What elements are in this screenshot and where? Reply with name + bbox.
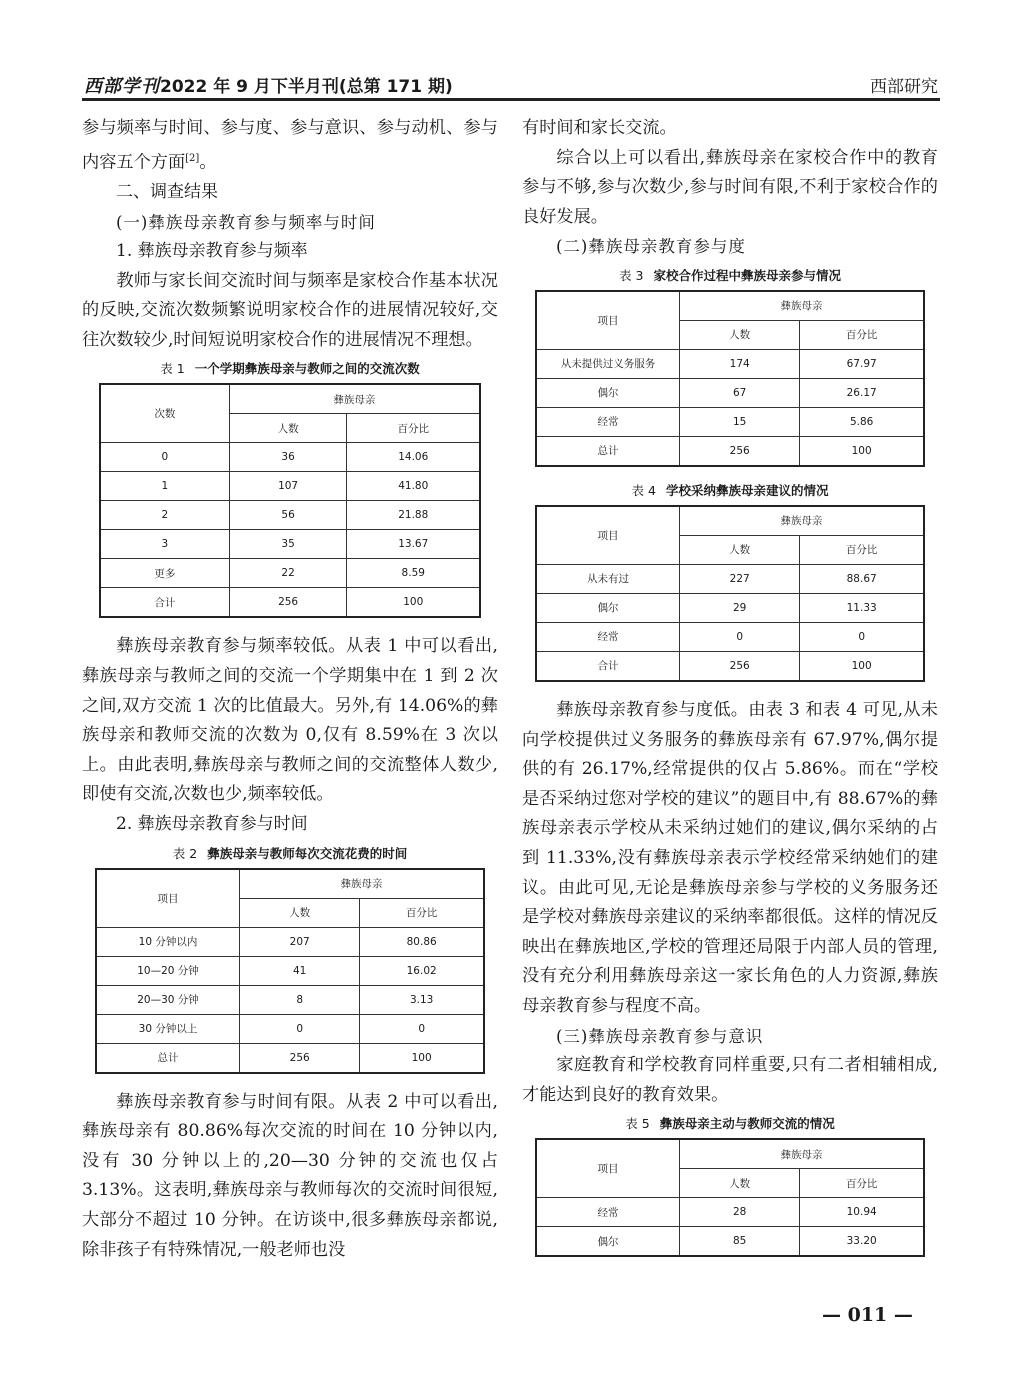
table-cell: 100 <box>800 651 924 681</box>
table-caption: 表 4 学校采纳彝族母亲建议的情况 <box>631 482 829 498</box>
table-row <box>100 501 480 530</box>
table-cell: 16.02 <box>360 956 484 985</box>
page-number: — 011 — <box>822 1304 913 1326</box>
table-cell: 100 <box>347 588 480 618</box>
table-cell: 10—20 分钟 <box>96 956 240 985</box>
table-cell: 28 <box>680 1198 800 1227</box>
issue-info: 2022 年 9 月下半月刊(总第 171 期) <box>160 77 453 97</box>
table-cell: 20—30 分钟 <box>96 985 240 1014</box>
table-cell: 13.67 <box>347 530 480 559</box>
table-cell: 88.67 <box>800 564 924 593</box>
table-cell: 0 <box>100 443 229 472</box>
paragraph: 家庭教育和学校教育同样重要,只有二者相辅相成,才能达到良好的教育效果。 <box>522 1055 938 1105</box>
table-cell: 256 <box>229 588 347 618</box>
table-caption: 表 5 彝族母亲主动与教师交流的情况 <box>625 1116 835 1132</box>
table-cell: 22 <box>229 559 347 588</box>
table-cell: 0 <box>800 622 924 651</box>
table-cell: 67 <box>680 378 800 407</box>
table-cell: 经常 <box>536 1198 680 1227</box>
table-row <box>100 472 480 501</box>
subsection-heading: (三)彝族母亲教育参与意识 <box>556 1026 764 1046</box>
table-cell: 总计 <box>536 436 680 466</box>
table-row <box>536 436 924 466</box>
table-cell: 3 <box>100 530 229 559</box>
table-cell: 0 <box>240 1014 360 1043</box>
table-cell: 8.59 <box>347 559 480 588</box>
table-row <box>100 530 480 559</box>
paragraph: 参与频率与时间、参与度、参与意识、参与动机、参与内容五个方面[2]。 <box>82 118 498 173</box>
table-cell: 207 <box>240 927 360 956</box>
table-cell: 10 分钟以内 <box>96 927 240 956</box>
table-cell: 合计 <box>536 651 680 681</box>
table-caption: 表 3 家校合作过程中彝族母亲参与情况 <box>619 267 841 283</box>
table-cell: 2 <box>100 501 229 530</box>
table-cell: 30 分钟以上 <box>96 1014 240 1043</box>
table-cell: 8 <box>240 985 360 1014</box>
paragraph: 彝族母亲教育参与度低。由表 3 和表 4 可见,从未向学校提供过义务服务的彝族母亲有 67.97%,偶尔提供的有 26.17%,经常提供的仅占 5.86%。而在“学校是否采纳过您对学校的建议”的题目中,有 88.67%的彝族母亲表示学校从未采纳过她们的建议,偶尔采纳的占到 11.33%,没有彝族母亲表示学校经常采纳她们的建议。由此可见,无论是彝族母亲参与学校的义务服务还是学校对彝族母亲建议的采纳率都很低。这样的情况反映出在彝族地区,学校的管理还局限于内部人员的管理,没有充分利用彝族母亲这一家长角色的人力资源,彝族母亲教育参与程度不高。 <box>522 699 938 1016</box>
paragraph: 彝族母亲教育参与时间有限。从表 2 中可以看出,彝族母亲有 80.86%每次交流的时间在 10 分钟以内,没有 30 分钟以上的,20—30 分钟的交流也仅占 3.13%。这表明,彝族母亲与教师每次的交流时间很短,大部分不超过 10 分钟。在访谈中,很多彝族母亲都说,除非孩子有特殊情况,一般老师也没 <box>82 1091 498 1260</box>
table-cell: 21.88 <box>347 501 480 530</box>
data-table: 项目 彝族母亲 人数 百分比 10 分钟以内 207 80.86 10—20 分钟 41 16.02 20—30 分钟 8 3.13 30 分钟以上 0 0 总计 256 100 <box>95 868 485 1074</box>
table-row <box>536 651 924 681</box>
paragraph: 综合以上可以看出,彝族母亲在家校合作中的教育参与不够,参与次数少,参与时间有限,不利于家校合作的良好发展。 <box>522 147 938 227</box>
table-cell: 41.80 <box>347 472 480 501</box>
data-table: 项目 彝族母亲 人数 百分比 经常 28 10.94 偶尔 85 33.20 <box>535 1138 925 1257</box>
journal-logo: 西部学刊 <box>84 76 160 97</box>
table-cell: 从未提供过义务服务 <box>536 349 680 378</box>
table-row <box>100 443 480 472</box>
table-row <box>536 407 924 436</box>
table-row <box>536 593 924 622</box>
table-row <box>96 956 484 985</box>
subsubsection-heading: 2. 彝族母亲教育参与时间 <box>116 814 308 835</box>
table-cell: 偶尔 <box>536 1227 680 1257</box>
table-row <box>536 1198 924 1227</box>
table-cell: 26.17 <box>800 378 924 407</box>
table-cell: 85 <box>680 1227 800 1257</box>
table-cell: 5.86 <box>800 407 924 436</box>
table-cell: 36 <box>229 443 347 472</box>
table-row <box>96 985 484 1014</box>
table-cell: 10.94 <box>800 1198 924 1227</box>
paragraph: 教师与家长间交流时间与频率是家校合作基本状况的反映,交流次数频繁说明家校合作的进展情况较好,交往次数较少,时间短说明家校合作的进展情况不理想。 <box>82 270 498 350</box>
table-cell: 经常 <box>536 407 680 436</box>
table-row <box>536 378 924 407</box>
table-cell: 100 <box>360 1043 484 1073</box>
table-row <box>96 1043 484 1073</box>
table-row <box>536 1227 924 1257</box>
table-cell: 0 <box>360 1014 484 1043</box>
right-column <box>522 114 938 1271</box>
table-cell: 41 <box>240 956 360 985</box>
data-table: 项目 彝族母亲 人数 百分比 从未有过 227 88.67 偶尔 29 11.33 经常 0 0 合计 256 100 <box>535 505 925 682</box>
table-cell: 11.33 <box>800 593 924 622</box>
table-cell: 偶尔 <box>536 378 680 407</box>
table-cell: 29 <box>680 593 800 622</box>
table-cell: 100 <box>800 436 924 466</box>
left-column <box>82 114 498 1265</box>
table-cell: 256 <box>680 651 800 681</box>
paragraph: 有时间和家长交流。 <box>522 118 677 138</box>
table-cell: 35 <box>229 530 347 559</box>
table-row <box>536 622 924 651</box>
table-cell: 3.13 <box>360 985 484 1014</box>
subsection-heading: (一)彝族母亲教育参与频率与时间 <box>116 212 376 232</box>
section-heading: 二、调查结果 <box>116 181 218 202</box>
table-row <box>100 559 480 588</box>
table-cell: 14.06 <box>347 443 480 472</box>
table-cell: 256 <box>680 436 800 466</box>
section-name: 西部研究 <box>870 77 938 97</box>
table-cell: 从未有过 <box>536 564 680 593</box>
table-row <box>96 1014 484 1043</box>
table-cell: 80.86 <box>360 927 484 956</box>
citation: [2] <box>185 152 200 164</box>
table-cell: 15 <box>680 407 800 436</box>
table-cell: 1 <box>100 472 229 501</box>
table-row <box>100 588 480 618</box>
table-cell: 0 <box>680 622 800 651</box>
table-cell: 227 <box>680 564 800 593</box>
table-cell: 67.97 <box>800 349 924 378</box>
table-caption: 表 1 一个学期彝族母亲与教师之间的交流次数 <box>160 361 420 377</box>
table-cell: 总计 <box>96 1043 240 1073</box>
subsubsection-heading: 1. 彝族母亲教育参与频率 <box>116 241 308 262</box>
table-cell: 33.20 <box>800 1227 924 1257</box>
data-table: 项目 彝族母亲 人数 百分比 从未提供过义务服务 174 67.97 偶尔 67 26.17 经常 15 5.86 总计 256 100 <box>535 290 925 467</box>
table-row <box>536 564 924 593</box>
table-cell: 174 <box>680 349 800 378</box>
table-cell: 107 <box>229 472 347 501</box>
table-row <box>96 927 484 956</box>
running-header <box>82 64 940 101</box>
paragraph: 彝族母亲教育参与频率较低。从表 1 中可以看出,彝族母亲与教师之间的交流一个学期集中在 1 到 2 次之间,双方交流 1 次的比值最大。另外,有 14.06%的彝族母亲和教师交流的次数为 0,仅有 8.59%在 3 次以上。由此表明,彝族母亲与教师之间的交流整体人数少,即使有交流,次数也少,频率较低。 <box>82 636 498 805</box>
table-cell: 56 <box>229 501 347 530</box>
table-cell: 偶尔 <box>536 593 680 622</box>
table-cell: 经常 <box>536 622 680 651</box>
subsection-heading: (二)彝族母亲教育参与度 <box>556 237 746 257</box>
table-row <box>536 349 924 378</box>
table-cell: 合计 <box>100 588 229 618</box>
table-caption: 表 2 彝族母亲与教师每次交流花费的时间 <box>172 845 408 861</box>
data-table: 次数 彝族母亲 人数 百分比 0 36 14.06 1 107 41.80 2 56 21.88 3 35 13.67 更多 22 8.59 合计 256 100 <box>99 383 481 618</box>
table-cell: 256 <box>240 1043 360 1073</box>
table-cell: 更多 <box>100 559 229 588</box>
